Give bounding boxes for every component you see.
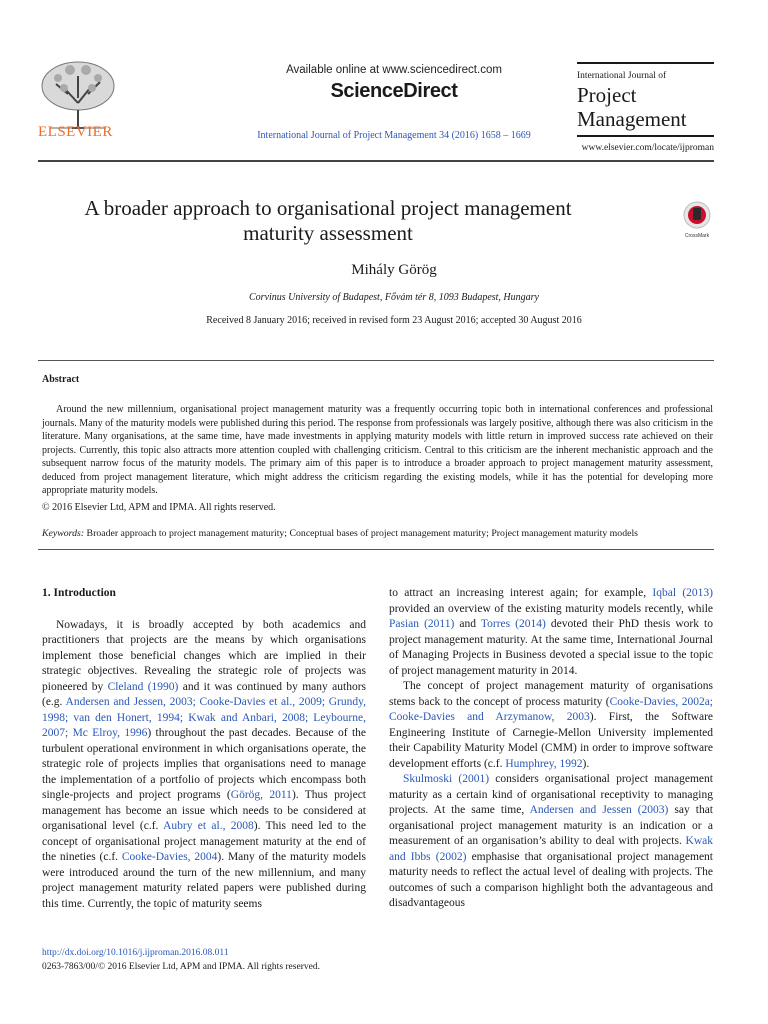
article-title-line1: A broader approach to organisational project management [84, 196, 572, 220]
abstract-top-rule [38, 360, 714, 361]
text-run: ). This need led to the concept of organisational project management maturity at the end of the nineties (c.f. [42, 820, 367, 863]
ref-link[interactable]: Humphrey, 1992 [505, 757, 583, 770]
keywords-label: Keywords: [42, 528, 85, 539]
text-run: ). Thus project management has become an issue which needs to be considered at organisational level (c.f. [42, 789, 366, 832]
ref-link[interactable]: Skulmoski (2001) [403, 773, 490, 785]
journal-title-small: International Journal of [577, 71, 667, 81]
body-right-column [389, 586, 713, 912]
text-run: provided an overview of the existing maturity models recently, while [389, 602, 713, 615]
article-title [60, 196, 596, 246]
journal-rule-bottom [577, 135, 714, 137]
issn-copyright: 0263-7863/00/© 2016 Elsevier Ltd, APM and IPMA. All rights reserved. [42, 962, 320, 972]
journal-url[interactable]: www.elsevier.com/locate/ijproman [581, 143, 714, 153]
abstract-text: Around the new millennium, organisational project management maturity was a frequently occurring topic both in international conferences and professional journals. Many of the maturity models were published during this period. The response from professionals was largely positive, although there was also criticism in the literature. Many organisations, at the same time, have made investments in applying maturity models with little return in improved success rate achieved on their projects. Currently, this topic also attracts more attention coupled with challenging criticism. Central to this criticism are the inherent mechanistic approach and the subsequent narrow focus of the maturity models. The primary aim of this paper is to introduce a broader approach to project management maturity assessment, deduced from project management literature, which might address the criticism regarding the existing models, while it has the potential for developing more appropriate maturity models. [42, 404, 713, 496]
text-run: devoted their PhD thesis work to project management maturity. At the same time, International Journal of Managing Projects in Business devoted a special issue to the topic of project management maturity in 2014. [389, 618, 713, 677]
ref-link[interactable]: Pasian (2011) [389, 618, 455, 630]
text-run: ). [582, 757, 590, 770]
ref-link[interactable]: Kwak and Ibbs (2002) [389, 835, 713, 863]
journal-rule-top [577, 62, 714, 64]
journal-title-line2: Management [577, 107, 687, 131]
intro-paragraph-1-cont [389, 586, 713, 679]
abstract-bottom-rule [38, 549, 714, 550]
section-heading: 1. Introduction [42, 587, 116, 599]
text-run: and it was continued by many authors (e.g. [42, 680, 366, 708]
text-run: The concept of project management maturity of organisations stems back to the concept of process maturity ( [389, 680, 713, 708]
ref-link[interactable]: Torres (2014) [480, 618, 546, 630]
keywords-list: Broader approach to project management maturity; Conceptual bases of project management maturity; Project management maturity models [86, 528, 638, 539]
header-divider [38, 160, 714, 162]
ref-link[interactable]: Cooke-Davies, 2002a; Cooke-Davies and Arzymanow, 2003 [389, 695, 713, 723]
publisher-name: ELSEVIER [38, 124, 113, 140]
intro-paragraph-3 [389, 772, 713, 912]
ref-link[interactable]: Cooke-Davies, 2004 [121, 851, 218, 863]
available-online-text[interactable]: Available online at www.sciencedirect.com [286, 64, 502, 76]
ref-link[interactable]: Iqbal (2013) [652, 587, 713, 599]
text-run: Nowadays, it is broadly accepted by both academics and practitioners that projects are the means by which organisations implement those beneficial changes which are implied in their strategic objectives. Revealing the strategic role of projects was pioneered by [42, 618, 366, 693]
intro-paragraph-1 [42, 618, 366, 913]
body-left-column [42, 586, 366, 912]
journal-title-line1: Project [577, 83, 637, 107]
text-run: ). Many of the maturity models were introduced around the turn of the new millennium, and many project management maturity related papers were published during this time. Currently, the topic of maturity seems [42, 851, 366, 910]
ref-link[interactable]: Aubry et al., 2008 [163, 820, 254, 832]
crossmark-icon[interactable] [678, 200, 716, 240]
ref-link[interactable]: Andersen and Jessen (2003) [529, 804, 669, 816]
text-run: to attract an increasing interest again; for example, [389, 587, 653, 599]
text-run: ). First, the Software Engineering Institute of Carnegie-Mellon University implemented their Capability Maturity Model (CMM) in order to improve software development efforts (c.f. [389, 711, 713, 770]
ref-link[interactable]: Cleland (1990) [107, 680, 179, 693]
doi-link[interactable]: http://dx.doi.org/10.1016/j.ijproman.2016.08.011 [42, 948, 229, 958]
text-run: emphasise that organisational project management maturity needs to reflect the actual level of dealing with projects. The outcomes of such a comparison highlight both the advantageous and disadvantageous [389, 850, 713, 909]
article-title-line2: maturity assessment [243, 221, 413, 245]
sciencedirect-logo-text[interactable]: ScienceDirect [330, 80, 458, 102]
ref-link[interactable]: Andersen and Jessen, 2003; Cooke-Davies et al., 2009; Grundy, 1998; van den Honert, 1994; Kwak and Anbari, 2008; Leybourne, 2007; Mc Elroy, 1996 [42, 696, 366, 739]
text-run: and [454, 618, 481, 630]
keywords [42, 528, 638, 539]
text-run: ) throughout the past decades. Because of the turbulent operational environment in which organisations operate, the strategic role of projects implies that organisations need to manage the implementation of a portfolio of projects which encompass both single-projects and project programs ( [42, 727, 367, 801]
crossmark-label: CrossMark [684, 233, 710, 239]
text-run: considers organisational project management maturity as a certain kind of organisational receptivity to managing projects. At the same time, [389, 773, 713, 816]
intro-paragraph-2 [389, 679, 713, 772]
journal-citation[interactable]: International Journal of Project Management 34 (2016) 1658 – 1669 [257, 130, 531, 141]
author-name[interactable]: Mihály Görög [351, 262, 437, 278]
author-affiliation: Corvinus University of Budapest, Fővám tér 8, 1093 Budapest, Hungary [249, 292, 539, 303]
abstract-copyright: © 2016 Elsevier Ltd, APM and IPMA. All rights reserved. [42, 502, 276, 513]
abstract-heading: Abstract [42, 374, 80, 385]
ref-link[interactable]: Görög, 2011 [230, 789, 292, 801]
journal-title-block [577, 62, 714, 137]
text-run: say that organisational project management maturity is an indication or a measurement of an organisation’s ability to deal with projects. [389, 804, 714, 847]
received-dates: Received 8 January 2016; received in revised form 23 August 2016; accepted 30 August 2016 [206, 315, 582, 326]
